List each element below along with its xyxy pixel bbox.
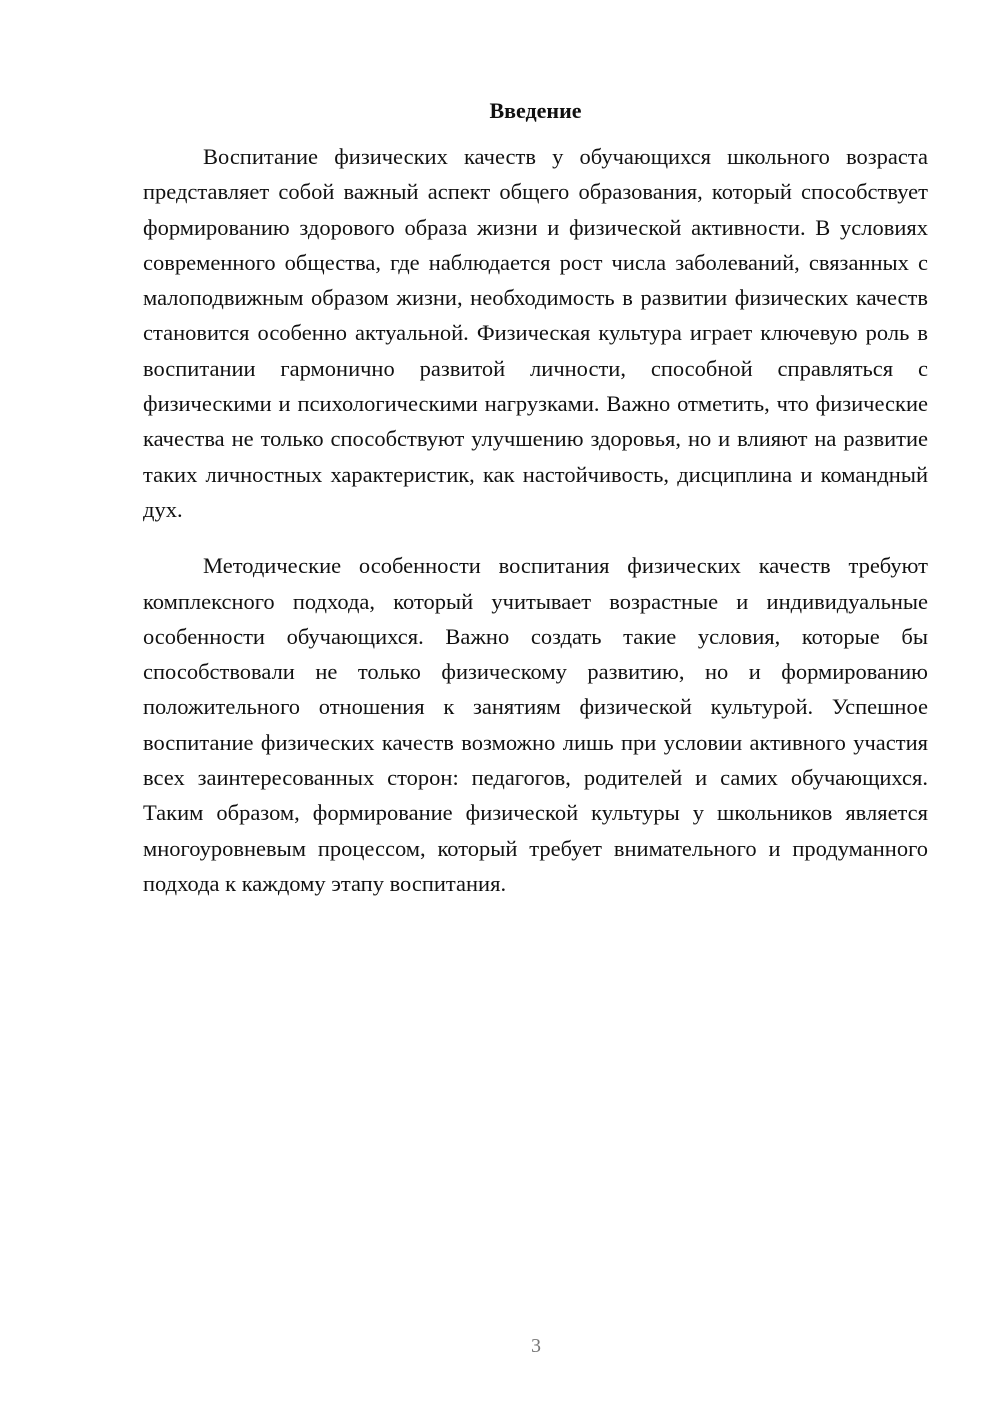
paragraph-methodology: Методические особенности воспитания физических качеств требуют комплексного подхода, который учитывает возрастные и индивидуальные особенности обучающихся. Важно создать такие условия, которые бы способствовали не только физическому развитию, но и формированию положительного отношения к занятиям физической культурой. Успешное воспитание физических качеств возможно лишь при условии активного участия всех заинтересованных сторон: педагогов, родителей и самих обучающихся. Таким образом, формирование физической культуры у школьников является многоуровневым процессом, который требует внимательного и продуманного подхода к каждому этапу воспитания. [143,553,928,896]
page-content [143,96,928,901]
paragraph-introduction: Воспитание физических качеств у обучающихся школьного возраста представляет собой важный аспект общего образования, который способствует формированию здорового образа жизни и физической активности. В условиях современного общества, где наблюдается рост числа заболеваний, связанных с малоподвижным образом жизни, необходимость в развитии физических качеств становится особенно актуальной. Физическая культура играет ключевую роль в воспитании гармонично развитой личности, способной справляться с физическими и психологическими нагрузками. Важно отметить, что физические качества не только способствуют улучшению здоровья, но и влияют на развитие таких личностных характеристик, как настойчивость, дисциплина и командный дух. [143,144,928,522]
page-number: 3 [531,1335,541,1357]
section-heading: Введение [489,98,582,123]
